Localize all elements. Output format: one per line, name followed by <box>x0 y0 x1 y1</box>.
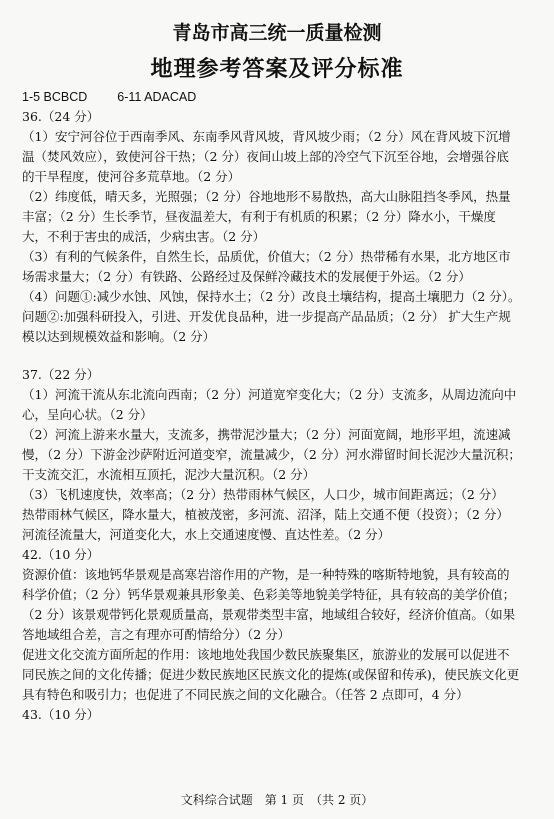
q37-heading: 37.（22 分） <box>22 367 100 382</box>
answers-6-11: 6-11 ADACAD <box>117 90 197 104</box>
q42-line: 同民族之间的文化传播；促进少数民族地区民族文化的提炼(或保留和传承)，使民族文化更 <box>22 667 520 682</box>
q42-answer <box>22 565 542 705</box>
q36-line: 丰富；（2 分）生长季节，昼夜温差大，有利于有机质的积累；（2 分）降水小，干燥度 <box>22 209 496 224</box>
exam-title: 青岛市高三统一质量检测 <box>172 22 382 44</box>
q42-line: 资源价值：该地钙华景观是高寒岩溶作用的产物，是一种特殊的喀斯特地貌，具有较高的 <box>22 567 510 582</box>
answer-body <box>22 87 542 725</box>
q36-line: 的干旱程度，使河谷多荒草地。（2 分） <box>22 169 241 184</box>
q37-line: 河流径流量大，河道变化大，水上交通速度慢、直达性差。（2 分） <box>22 527 391 542</box>
q36-line: （2）纬度低，晴天多，光照强；（2 分）谷地地形不易散热，高大山脉阻挡冬季风，热量 <box>22 189 511 204</box>
q37-line: （1）河流干流从东北流向西南；（2 分）河道宽窄变化大；（2 分）支流多，从周边流向中 <box>22 387 517 402</box>
q37-answer <box>22 385 542 545</box>
q42-line: 具有特色和吸引力；也促进了不同民族之间的文化融合。（任答 2 点即可，4 分） <box>22 687 469 702</box>
q36-line: （4）问题①:减少水蚀、风蚀，保持水土；（2 分）改良土壤结构，提高土壤肥力（2 分）。 <box>22 289 521 304</box>
page-footer: 文科综合试题 第 1 页 （共 2 页） <box>180 793 374 807</box>
q42-heading: 42.（10 分） <box>22 547 100 562</box>
q37-line: 心，呈向心状。（2 分） <box>22 407 153 422</box>
objective-answers <box>22 87 542 107</box>
q43-heading: 43.（10 分） <box>22 707 100 722</box>
q42-line: 科学价值；（2 分）钙华景观兼具形象美、色彩美等地貌美学特征，具有较高的美学价值； <box>22 587 516 602</box>
q36-line: 温（焚风效应），致使河谷干热；（2 分）夜间山坡上部的冷空气下沉至谷地，会增强谷底 <box>22 149 509 164</box>
q42-line: （2 分）该景观带钙化景观质量高，景观带类型丰富，地域组合较好，经济价值高。（如果 <box>22 607 516 622</box>
q36-line: 大，不利于害虫的成活，少病虫害。（2 分） <box>22 229 266 244</box>
q36-line: （1）安宁河谷位于西南季风、东南季风背风坡，背风坡少雨；（2 分）风在背风坡下沉增 <box>22 129 511 144</box>
q36-line: 问题②:加强科研投入，引进、开发优良品种，进一步提高产品品质；（2 分） 扩大生产规 <box>22 309 511 324</box>
q36-line: 场需求量大；（2 分）有铁路、公路经过及保鲜冷藏技术的发展便于外运。（2 分） <box>22 269 471 284</box>
q36-answer <box>22 127 542 347</box>
q42-line: 促进文化交流方面所起的作用：该地地处我国少数民族聚集区，旅游业的发展可以促进不 <box>22 647 510 662</box>
document-title: 地理参考答案及评分标准 <box>150 56 404 82</box>
q36-heading: 36.（24 分） <box>22 109 100 124</box>
q37-line: （2）河流上游来水量大，支流多，携带泥沙量大；（2 分）河面宽阔，地形平坦，流速减 <box>22 427 511 442</box>
q36-line: （3）有利的气候条件，自然生长，品质优，价值大；（2 分）热带稀有水果，北方地区市 <box>22 249 511 264</box>
answers-1-5: 1-5 BCBCD <box>22 90 88 104</box>
q42-line: 答地域组合差，言之有理亦可酌情给分）（2 分） <box>22 627 291 642</box>
q36-line: 模以达到规模效益和影响。（2 分） <box>22 329 216 344</box>
q37-line: 干支流交汇，水流相互顶托，泥沙大量沉积。（2 分） <box>22 467 316 482</box>
q37-line: 慢，（2 分）下游金沙萨附近河道变窄，流量减少，（2 分）河水滞留时间长泥沙大量沉积； <box>22 447 521 462</box>
q37-line: （3）飞机速度快，效率高；（2 分）热带雨林气候区，人口少，城市间距离远；（2 分） <box>22 487 504 502</box>
q37-line: 热带雨林气候区，降水量大，植被茂密，多河流、沼泽，陆上交通不便（投资）；（2 分） <box>22 507 509 522</box>
